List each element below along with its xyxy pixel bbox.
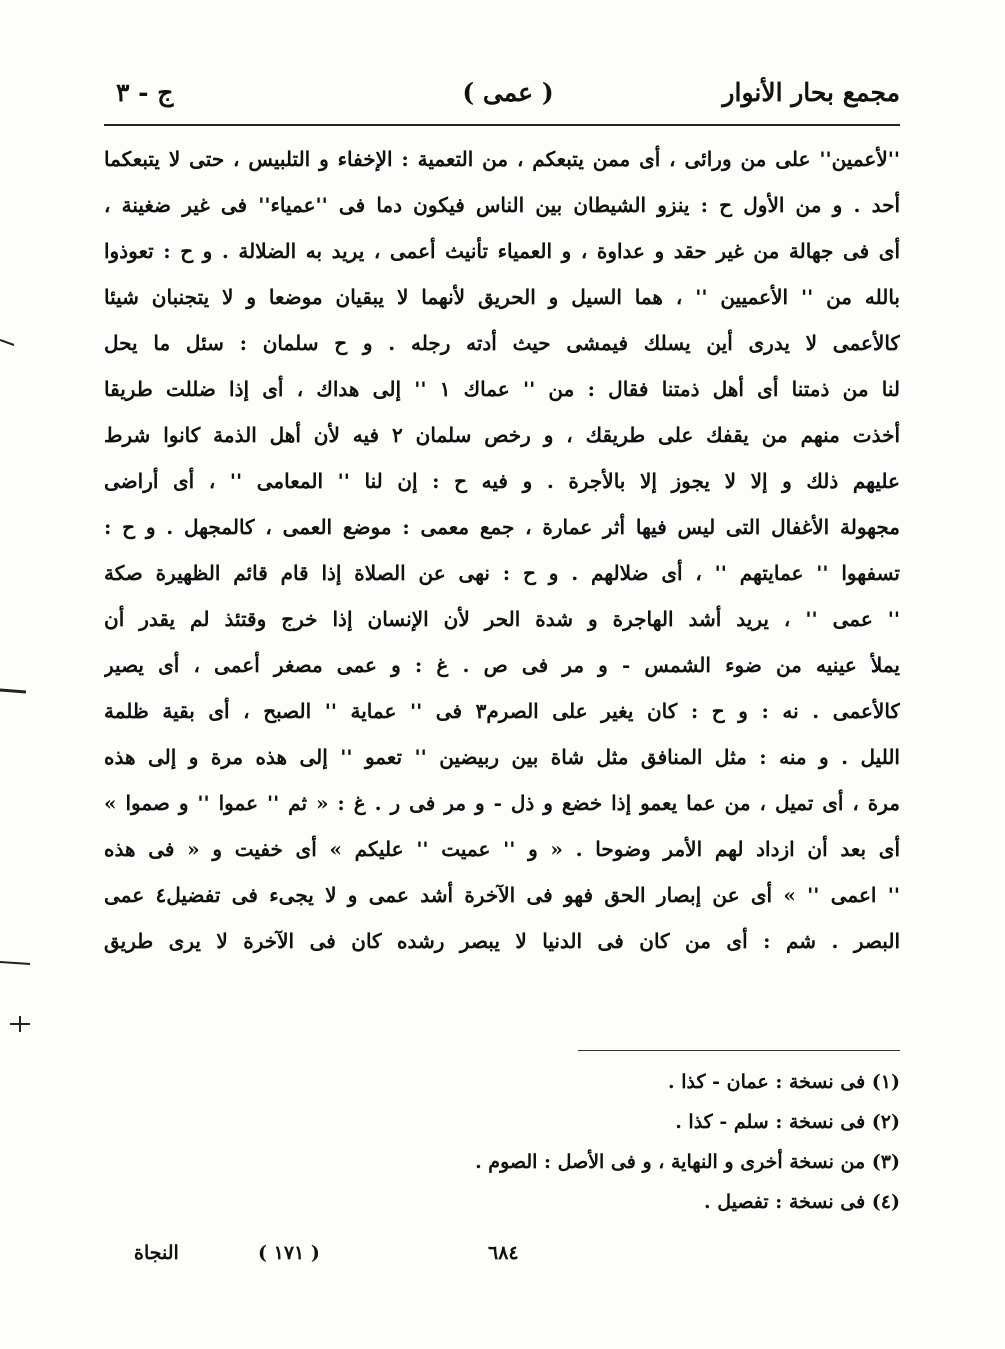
text-line: عليهم ذلك و إلا لا يجوز إلا بالأجرة . و فيه ح : إن لنا '' المعامى '' ، أى أراضى [104,469,900,493]
footnotes [340,1062,900,1222]
running-header [108,72,900,124]
text-line: '' اعمى '' » أى عن إبصار الحق فهو فى الآخرة أشد عمى و لا يجىء فى تفضيل٤ عمى [104,883,900,907]
main-text [104,136,900,964]
text-line: كالأعمى لا يدرى أين يسلك فيمشى حيث أدته رجله . و ح سلمان : سئل ما يحل [104,331,900,355]
footnote: (٤) فى نسخة : تفصيل . [703,1191,900,1213]
text-line: تسفهوا '' عمايتهم '' ، أى ضلالهم . و ح : نهى عن الصلاة إذا قام قائم الظهيرة صكة [104,561,900,585]
text-line: أخذت منهم من يقفك على طريقك ، و رخص سلمان ٢ فيه لأن أهل الذمة كانوا شرط [104,423,900,447]
margin-scan-marks [0,0,40,1349]
entry-heading: ( عمى ) [462,78,554,107]
text-line: كالأعمى . نه : و ح : كان يغير على الصرم٣ فى '' عماية '' الصبح ، أى بقية ظلمة [104,699,900,723]
text-line: مرة ، أى تميل ، من عما يعمو إذا خضع و ذل - و مر فى ر . غ : « ثم '' عموا '' و صموا » [104,791,900,815]
footnote: (٣) من نسخة أخرى و النهاية ، و فى الأصل : الصوم . [475,1151,900,1173]
scan-mark [0,690,26,692]
scan-mark [0,340,14,345]
footnote: (٢) فى نسخة : سلم - كذا . [675,1111,900,1133]
text-line: يملأ عينيه من ضوء الشمس - و مر فى ص . غ : و عمى مصغر أعمى ، أى يصير [104,653,900,677]
scan-mark [0,962,30,964]
text-line: أحد . و من الأول ح : ينزو الشيطان بين الناس فيكون دما فى ''عمياء'' فى غير ضغينة ، [104,193,900,217]
press-name: النجاة [134,1242,179,1264]
text-line: أى فى جهالة من غير حقد و عداوة ، و العمياء تأنيث أعمى ، يريد به الضلالة . و ح : تعوذوا [104,239,900,263]
volume-label: ج - ٣ [116,78,174,107]
footnote-rule [578,1050,900,1051]
text-line: البصر . شم : أى من كان فى الدنيا لا يبصر رشده كان فى الآخرة لا يرى طريق [104,929,900,953]
text-line: بالله من '' الأعميين '' ، هما السيل و الحريق لأنهما لا يبقيان موضعا و لا يتجنبان شيئا [104,285,900,309]
header-rule [104,124,900,126]
text-line: الليل . و منه : مثل المنافق مثل شاة بين ربيضين '' تعمو '' إلى هذه مرة و إلى هذه [104,745,900,769]
text-line: أى بعد أن ازداد لهم الأمر وضوحا . « و '' عميت '' عليكم » أى خفيت و « فى هذه [104,837,900,861]
page-number: ٦٨٤ [488,1242,519,1264]
text-line: مجهولة الأغفال التى ليس فيها أثر عمارة ، جمع معمى : موضع العمى ، كالمجهل . و ح : [104,515,900,539]
book-title: مجمع بحار الأنوار [722,78,900,107]
footnote: (١) فى نسخة : عمان - كذا . [668,1071,900,1093]
sheet-number: ( ١٧١ ) [258,1242,320,1264]
text-line: لنا من ذمتنا أى أهل ذمتنا فقال : من '' عماك ١ '' إلى هداك ، أى إذا ضللت طريقا [104,377,900,401]
text-line: ''لأعمين'' على من ورائى ، أى ممن يتبعكم ، من التعمية : الإخفاء و التلبيس ، حتى لا يتبعكما [104,147,900,171]
text-line: '' عمى '' ، يريد أشد الهاجرة و شدة الحر لأن الإنسان إذا خرج وقتئذ لم يقدر أن [104,607,900,631]
